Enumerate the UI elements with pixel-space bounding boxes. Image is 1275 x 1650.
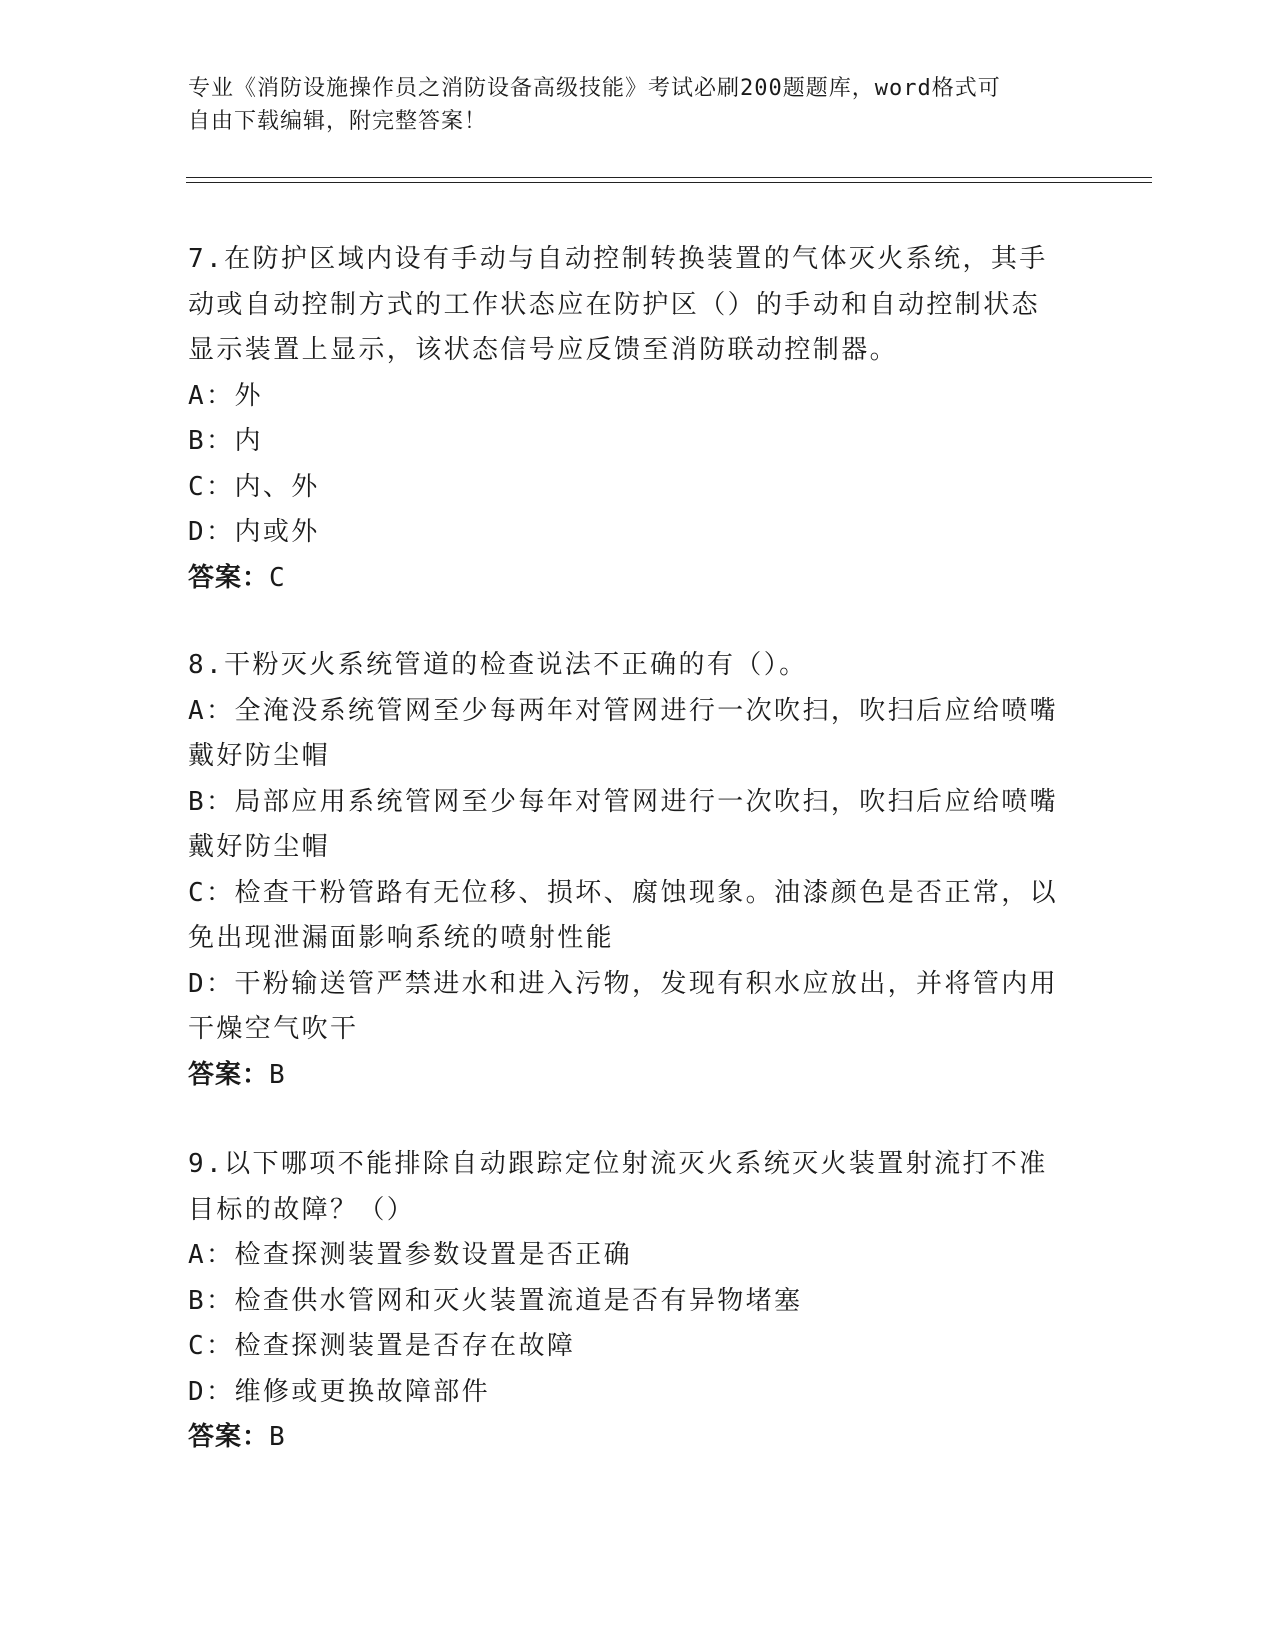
answer-label: 答案： (188, 1422, 270, 1452)
option-d: D：维修或更换故障部件 (188, 1376, 491, 1407)
option-c-continued: 免出现泄漏面影响系统的喷射性能 (188, 923, 615, 953)
answer-line (188, 1053, 1088, 1099)
question-stem-line: 8.干粉灭火系统管道的检查说法不正确的有（）。 (188, 650, 808, 680)
option-c: C：内、外 (188, 471, 320, 502)
question-stem-line: 显示装置上显示，该状态信号应反馈至消防联动控制器。 (188, 335, 899, 365)
answer-line (188, 556, 1088, 602)
header-line-1: 专业《消防设施操作员之消防设备高级技能》考试必刷200题题库，word格式可 (188, 76, 1001, 101)
answer-value: B (269, 1422, 286, 1452)
option-d: D：内或外 (188, 517, 320, 547)
document-header (188, 72, 1068, 138)
answer-value: B (269, 1059, 286, 1090)
question-list (188, 237, 1088, 1507)
question-9 (188, 1142, 1088, 1461)
option-a: A：外 (188, 380, 263, 411)
option-a-continued: 戴好防尘帽 (188, 741, 331, 771)
question-8 (188, 643, 1088, 1098)
answer-value: C (269, 562, 286, 593)
option-d: D：干粉输送管严禁进水和进入污物，发现有积水应放出，并将管内用 (188, 968, 1059, 999)
header-divider-top (186, 177, 1152, 178)
question-stem-line: 7.在防护区域内设有手动与自动控制转换装置的气体灭火系统，其手 (188, 244, 1048, 274)
option-c: C：检查干粉管路有无位移、损坏、腐蚀现象。油漆颜色是否正常，以 (188, 877, 1059, 908)
option-a: A：全淹没系统管网至少每两年对管网进行一次吹扫，吹扫后应给喷嘴 (188, 695, 1059, 726)
answer-label: 答案： (188, 1059, 270, 1090)
option-b-continued: 戴好防尘帽 (188, 832, 331, 862)
option-d-continued: 干燥空气吹干 (188, 1014, 359, 1044)
option-c: C：检查探测装置是否存在故障 (188, 1331, 576, 1361)
answer-line (188, 1415, 1088, 1461)
question-stem-line: 目标的故障？（） (188, 1194, 416, 1225)
header-divider-bottom (186, 182, 1152, 183)
option-b: B：检查供水管网和灭火装置流道是否有异物堵塞 (188, 1285, 803, 1316)
question-7 (188, 237, 1088, 601)
header-line-2: 自由下载编辑，附完整答案！ (188, 109, 488, 134)
answer-label: 答案： (188, 562, 270, 593)
question-stem-line: 9.以下哪项不能排除自动跟踪定位射流灭火系统灭火装置射流打不准 (188, 1149, 1048, 1179)
option-b: B：局部应用系统管网至少每年对管网进行一次吹扫，吹扫后应给喷嘴 (188, 786, 1059, 817)
option-a: A：检查探测装置参数设置是否正确 (188, 1240, 633, 1270)
question-stem-line: 动或自动控制方式的工作状态应在防护区（）的手动和自动控制状态 (188, 289, 1041, 320)
option-b: B：内 (188, 426, 263, 456)
